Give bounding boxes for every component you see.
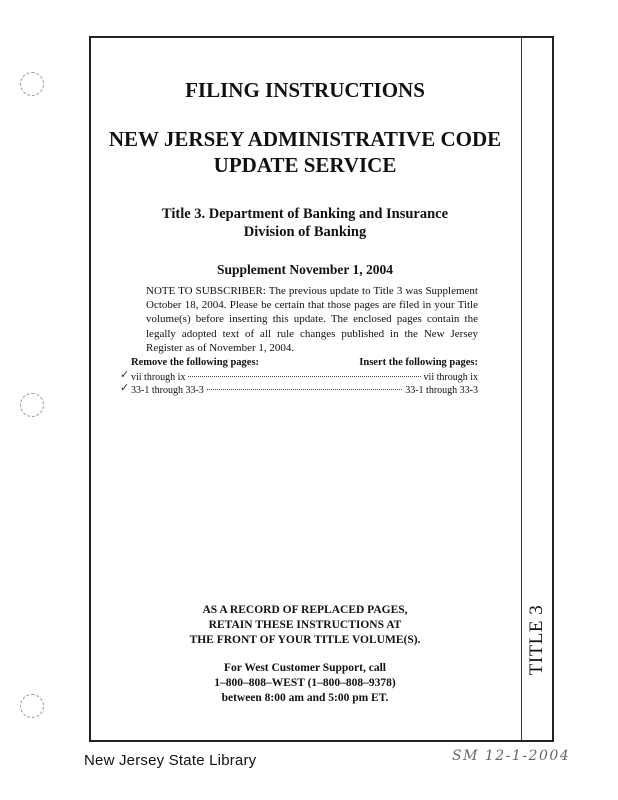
remove-header: Remove the following pages: [131, 357, 260, 368]
subscriber-note [131, 284, 478, 355]
heading-line: NEW JERSEY ADMINISTRATIVE CODE [108, 127, 502, 151]
checkmark-icon: ✓ [120, 369, 130, 381]
support-line: between 8:00 am and 5:00 pm ET. [221, 692, 389, 704]
insert-header: Insert the following pages: [359, 357, 478, 368]
record-line: AS A RECORD OF REPLACED PAGES, [202, 604, 408, 616]
support-line: For West Customer Support, call [224, 662, 386, 674]
support-line: 1–800–808–WEST (1–800–808–9378) [214, 677, 396, 689]
dot-leader [207, 389, 402, 390]
dot-leader [188, 376, 420, 377]
record-line: THE FRONT OF YOUR TITLE VOLUME(S). [189, 634, 421, 646]
supplement-date: Supplement November 1, 2004 [216, 262, 393, 277]
remove-pages: vii through ix [131, 372, 186, 383]
side-tab-label: TITLE 3 [526, 604, 547, 676]
punch-hole [20, 393, 44, 417]
record-line: RETAIN THESE INSTRUCTIONS AT [208, 619, 402, 631]
note-text: NOTE TO SUBSCRIBER: The previous update to Title 3 was Supplement October 18, 2004. Please be certain that those pages are filed in your Title volume(s) before inserting this update. The enclosed pages contain the legally adopted text of all rule changes published in the New Jersey Register as of November 1, 2004. [146, 285, 478, 354]
library-stamp: New Jersey State Library [84, 752, 257, 769]
title-heading [89, 205, 521, 241]
punch-hole [20, 694, 44, 718]
handwritten-note: SM 12-1-2004 [452, 748, 571, 764]
insert-pages: vii through ix [423, 372, 478, 383]
title-line: Division of Banking [243, 224, 367, 240]
remove-pages: 33-1 through 33-3 [131, 385, 204, 396]
title-line: Title 3. Department of Banking and Insurance [161, 206, 449, 222]
insert-pages: 33-1 through 33-3 [405, 385, 478, 396]
table-row [131, 385, 478, 396]
pages-table-header [131, 357, 478, 368]
tab-divider-line [521, 37, 522, 740]
checkmark-icon: ✓ [120, 382, 130, 394]
record-instructions [89, 603, 521, 648]
customer-support [89, 661, 521, 706]
punch-hole [20, 72, 44, 96]
document-heading [89, 126, 521, 178]
table-row [131, 372, 478, 383]
page-title: FILING INSTRUCTIONS [185, 78, 425, 102]
heading-line: UPDATE SERVICE [213, 153, 397, 177]
